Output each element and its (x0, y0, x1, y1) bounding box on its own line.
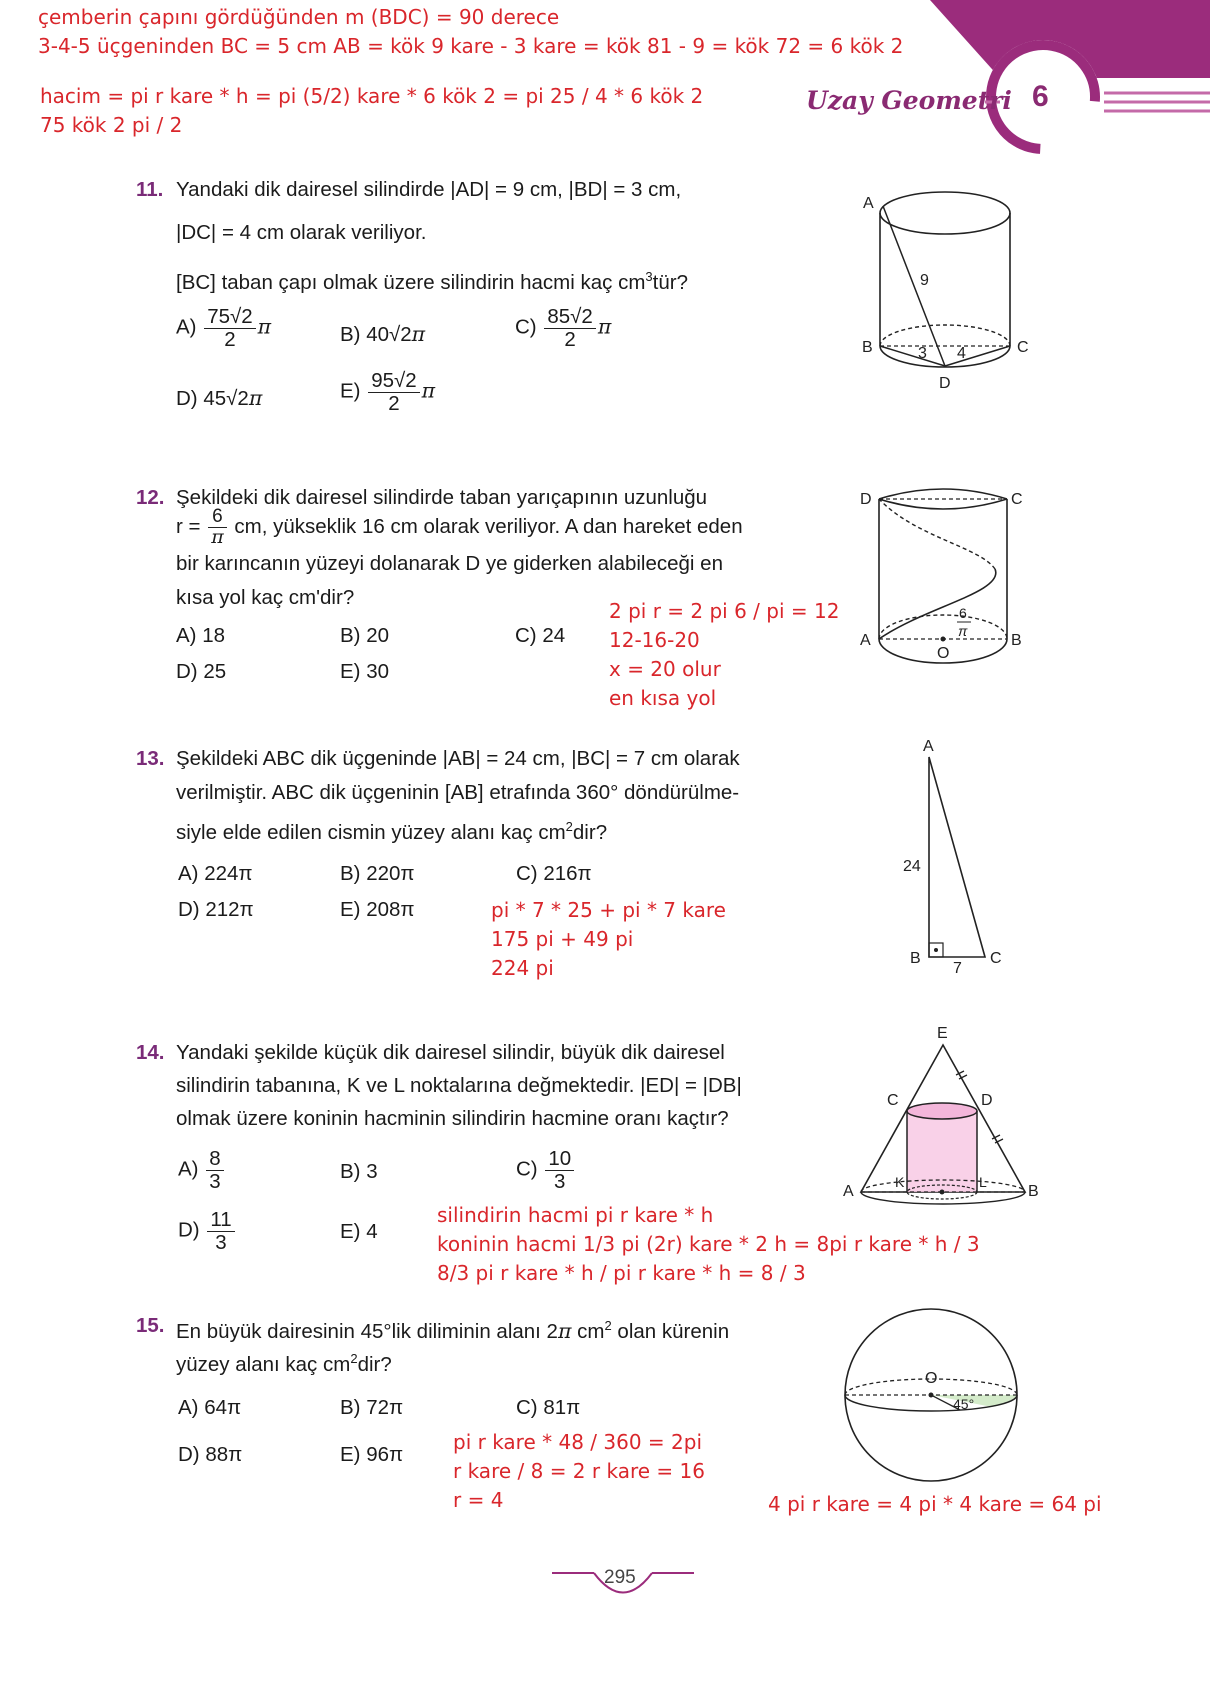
question-15 (136, 1309, 776, 1379)
note-line: 224 pi (491, 956, 554, 980)
option-e[interactable]: E) 30 (340, 660, 389, 683)
option-a[interactable]: A) $\frac{75√2}{2}$ π (176, 305, 272, 351)
question-text: yüzey alanı kaç $cm^2dir$? (176, 1351, 392, 1376)
fig-label: 45° (953, 1396, 975, 1412)
fig-label: C (1011, 491, 1023, 508)
question-text: |DC| = 4 cm olarak veriliyor. (176, 221, 427, 244)
question-text: siyle elde edilen cismin yüzey alanı kaç $cm^2dir$? (176, 819, 608, 844)
note-line: 12-16-20 (609, 628, 700, 652)
question-text: [BC] taban çapı olmak üzere silindirin hacmi kaç $cm^3tür$? (176, 269, 688, 294)
option-c[interactable]: C) 81π (516, 1396, 581, 1419)
question-text: Şekildeki dik dairesel silindirde taban yarıçapının uzunluğu (176, 486, 708, 509)
fig-label: 7 (953, 960, 962, 975)
question-text: Yandaki şekilde küçük dik dairesel silindir, büyük dik dairesel (176, 1041, 725, 1064)
option-c[interactable]: C) $\frac{10}{3}$ (516, 1148, 576, 1192)
question-number: 13. (136, 747, 165, 770)
question-number: 14. (136, 1041, 165, 1064)
option-e[interactable]: E) 96π (340, 1443, 404, 1466)
fig-label: E (937, 1025, 948, 1042)
fig-label: D (939, 375, 951, 392)
fig-label: C (1017, 339, 1029, 356)
option-b[interactable]: B) 3 (340, 1160, 378, 1183)
note-line: silindirin hacmi pi r kare * h (437, 1203, 714, 1227)
page-number: 295 (604, 1567, 636, 1588)
fig-label: B (862, 339, 873, 356)
note-line: en kısa yol (609, 686, 717, 710)
note-line: koninin hacmi 1/3 pi (2r) kare * 2 h = 8pi r kare * h / 3 (437, 1232, 980, 1256)
figure-11-cylinder (850, 190, 1040, 400)
question-text: silindirin tabanına, K ve L noktalarına değmektedir. |ED| = |DB| (176, 1074, 742, 1097)
figure-15-sphere (830, 1300, 1030, 1490)
fig-label: 9 (920, 272, 929, 289)
fig-label: C (887, 1092, 899, 1109)
question-text: En büyük dairesinin 45°lik diliminin alanı 2π $cm^2$ olan kürenin (176, 1318, 730, 1343)
question-text: bir karıncanın yüzeyi dolanarak D ye giderken alabileceği en (176, 552, 723, 575)
note-line: 2 pi r = 2 pi 6 / pi = 12 (609, 599, 840, 623)
note-line: 3-4-5 üçgeninden BC = 5 cm AB = kök 9 kare - 3 kare = kök 81 - 9 = kök 72 = 6 kök 2 (38, 34, 904, 58)
option-b[interactable]: B) 40√2π (340, 322, 426, 346)
fig-label: π (958, 623, 968, 639)
figure-13-triangle (895, 735, 1015, 975)
fig-label: D (860, 491, 872, 508)
question-12 (136, 481, 776, 611)
option-a[interactable]: A) $\frac{8}{3}$ (178, 1148, 226, 1192)
note-line: pi * 7 * 25 + pi * 7 kare (491, 898, 726, 922)
note-line: hacim = pi r kare * h = pi (5/2) kare * 6 kök 2 = pi 25 / 4 * 6 kök 2 (40, 84, 704, 108)
question-text: olmak üzere koninin hacminin silindirin hacmine oranı kaçtır? (176, 1107, 729, 1130)
question-number: 11. (136, 178, 164, 201)
option-e[interactable]: E) 4 (340, 1220, 378, 1243)
note-line: r = 4 (453, 1488, 504, 1512)
fig-label: A (923, 738, 934, 755)
option-d[interactable]: D) 25 (176, 660, 227, 683)
option-a[interactable]: A) 18 (176, 624, 225, 647)
fig-label: D (981, 1092, 993, 1109)
fig-label: A (860, 632, 871, 649)
option-e[interactable]: E) 208π (340, 898, 415, 921)
fig-label: L (979, 1174, 987, 1190)
note-line: r kare / 8 = 2 r kare = 16 (453, 1459, 705, 1483)
fig-label: B (1011, 632, 1022, 649)
option-c[interactable]: C) $\frac{85√2}{2}$ π (515, 305, 612, 351)
fig-label: 3 (918, 345, 927, 362)
note-line: çemberin çapını gördüğünden m (BDC) = 90 derece (38, 5, 560, 29)
fig-label: C (990, 950, 1002, 967)
fig-label: A (863, 195, 874, 212)
fig-label: 4 (957, 345, 966, 362)
note-line: pi r kare * 48 / 360 = 2pi (453, 1430, 703, 1454)
fig-label: B (1028, 1183, 1039, 1200)
question-text: verilmiştir. ABC dik üçgeninin [AB] etrafında 360° döndürülme- (176, 781, 740, 804)
option-d[interactable]: D) 88π (178, 1443, 243, 1466)
chapter-number: 6 (1032, 80, 1049, 113)
note-line: 75 kök 2 pi / 2 (40, 113, 183, 137)
option-a[interactable]: A) 64π (178, 1396, 242, 1419)
question-text: kısa yol kaç cm'dir? (176, 586, 355, 609)
option-e[interactable]: E) $\frac{95√2}{2}$ π (340, 369, 436, 415)
option-d[interactable]: D) 212π (178, 898, 254, 921)
note-line: 4 pi r kare = 4 pi * 4 kare = 64 pi (768, 1492, 1102, 1516)
question-text: Şekildeki ABC dik üçgeninde |AB| = 24 cm, |BC| = 7 cm olarak (176, 747, 740, 770)
option-d[interactable]: D) 45√2π (176, 386, 263, 410)
option-b[interactable]: B) 72π (340, 1396, 404, 1419)
question-14 (136, 1036, 776, 1136)
fig-label: O (925, 1370, 938, 1387)
option-b[interactable]: B) 220π (340, 862, 415, 885)
fig-label: 24 (903, 858, 921, 875)
question-text: r = $\frac{6}{\pi}$ cm, yükseklik 16 cm olarak veriliyor. A dan hareket eden (176, 506, 743, 548)
fig-label: A (843, 1183, 854, 1200)
note-line: x = 20 olur (609, 657, 721, 681)
note-line: 175 pi + 49 pi (491, 927, 634, 951)
figure-14-cone-cylinder (835, 1015, 1045, 1210)
question-number: 15. (136, 1314, 165, 1337)
option-d[interactable]: D) $\frac{11}{3}$ (178, 1209, 237, 1253)
chapter-title: Uzay Geometri (806, 86, 1012, 115)
question-number: 12. (136, 486, 165, 509)
fig-label: O (937, 645, 950, 662)
option-c[interactable]: C) 24 (515, 624, 566, 647)
option-c[interactable]: C) 216π (516, 862, 592, 885)
figure-12-cylinder (855, 487, 1035, 677)
fig-label: 6 (959, 605, 967, 621)
question-13 (136, 742, 776, 852)
fig-label: B (910, 950, 921, 967)
option-a[interactable]: A) 224π (178, 862, 253, 885)
fig-label: K (895, 1174, 905, 1190)
note-line: 8/3 pi r kare * h / pi r kare * h = 8 / 3 (437, 1261, 806, 1285)
option-b[interactable]: B) 20 (340, 624, 389, 647)
question-text: Yandaki dik dairesel silindirde |AD| = 9 cm, |BD| = 3 cm, (176, 178, 682, 201)
